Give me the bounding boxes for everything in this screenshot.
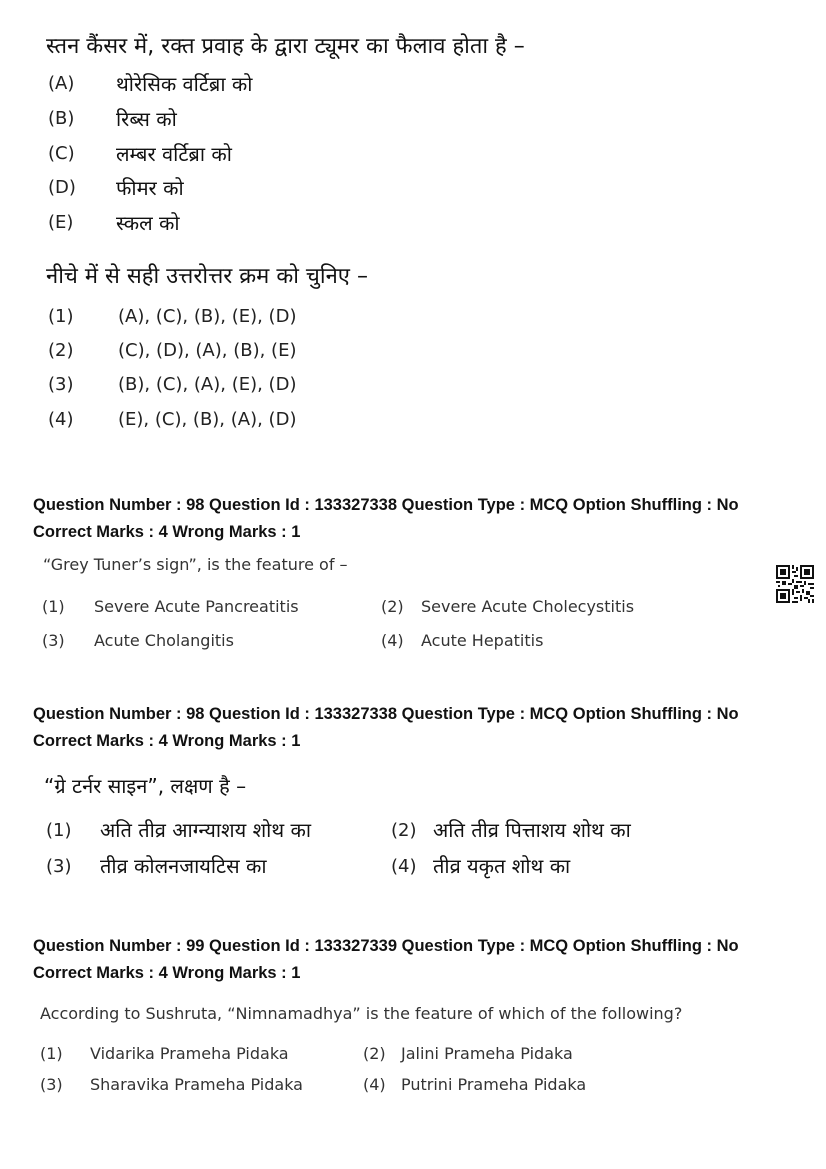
option-text: Putrini Prameha Pidaka bbox=[401, 1075, 587, 1094]
question-meta-line2: Correct Marks : 4 Wrong Marks : 1 bbox=[33, 523, 301, 541]
option-label: (4) bbox=[381, 631, 404, 650]
option-text: Severe Acute Cholecystitis bbox=[421, 597, 635, 616]
question-meta-line1: Question Number : 98 Question Id : 133327338 Question Type : MCQ Option Shuffling : No bbox=[33, 705, 739, 723]
question-text: “Grey Tuner’s sign”, is the feature of – bbox=[43, 555, 348, 574]
option-text: Sharavika Prameha Pidaka bbox=[90, 1075, 303, 1094]
option-text: Vidarika Prameha Pidaka bbox=[90, 1044, 289, 1063]
instruction-text: नीचे में से सही उत्तरोत्तर क्रम को चुनिए – bbox=[46, 264, 368, 289]
qr-code-icon bbox=[776, 565, 814, 603]
statement-text: थोरेसिक वर्टिब्रा को bbox=[116, 72, 253, 96]
option-text: तीव्र कोलनजायटिस का bbox=[100, 854, 267, 878]
option-text: Acute Cholangitis bbox=[94, 631, 234, 650]
question-meta-line2: Correct Marks : 4 Wrong Marks : 1 bbox=[33, 964, 301, 982]
statement-text: लम्बर वर्टिब्रा को bbox=[116, 142, 232, 166]
question-meta-line2: Correct Marks : 4 Wrong Marks : 1 bbox=[33, 732, 301, 750]
question-text: “ग्रे टर्नर साइन”, लक्षण है – bbox=[44, 774, 247, 798]
statement-label: (C) bbox=[48, 143, 75, 164]
question-meta-line1: Question Number : 98 Question Id : 133327338 Question Type : MCQ Option Shuffling : No bbox=[33, 496, 739, 514]
option-label: (3) bbox=[42, 631, 65, 650]
option-text: (C), (D), (A), (B), (E) bbox=[118, 340, 297, 361]
statement-text: रिब्स को bbox=[116, 107, 177, 131]
option-label: (3) bbox=[40, 1075, 63, 1094]
question-text: According to Sushruta, “Nimnamadhya” is the feature of which of the following? bbox=[40, 1004, 683, 1023]
option-label: (4) bbox=[363, 1075, 386, 1094]
question-meta-line1: Question Number : 99 Question Id : 133327339 Question Type : MCQ Option Shuffling : No bbox=[33, 937, 739, 955]
statement-text: स्कल को bbox=[116, 211, 180, 235]
option-text: (B), (C), (A), (E), (D) bbox=[118, 374, 297, 395]
option-text: Severe Acute Pancreatitis bbox=[94, 597, 299, 616]
statement-label: (D) bbox=[48, 177, 76, 198]
option-label: (3) bbox=[48, 374, 74, 395]
option-label: (1) bbox=[40, 1044, 63, 1063]
option-label: (1) bbox=[48, 306, 74, 327]
option-label: (3) bbox=[46, 856, 72, 877]
option-text: Jalini Prameha Pidaka bbox=[401, 1044, 573, 1063]
question-text: स्तन कैंसर में, रक्त प्रवाह के द्वारा ट्यूमर का फैलाव होता है – bbox=[46, 34, 525, 59]
statement-label: (B) bbox=[48, 108, 75, 129]
option-label: (2) bbox=[381, 597, 404, 616]
option-text: अति तीव्र पित्ताशय शोथ का bbox=[433, 818, 631, 842]
statement-label: (E) bbox=[48, 212, 74, 233]
option-text: तीव्र यकृत शोथ का bbox=[433, 854, 571, 878]
option-label: (1) bbox=[42, 597, 65, 616]
option-label: (1) bbox=[46, 820, 72, 841]
option-text: अति तीव्र आग्न्याशय शोथ का bbox=[100, 818, 312, 842]
option-label: (2) bbox=[363, 1044, 386, 1063]
option-text: (A), (C), (B), (E), (D) bbox=[118, 306, 297, 327]
statement-label: (A) bbox=[48, 73, 75, 94]
option-label: (2) bbox=[391, 820, 417, 841]
option-label: (2) bbox=[48, 340, 74, 361]
option-label: (4) bbox=[48, 409, 74, 430]
statement-text: फीमर को bbox=[116, 176, 184, 200]
option-text: Acute Hepatitis bbox=[421, 631, 544, 650]
option-text: (E), (C), (B), (A), (D) bbox=[118, 409, 297, 430]
option-label: (4) bbox=[391, 856, 417, 877]
